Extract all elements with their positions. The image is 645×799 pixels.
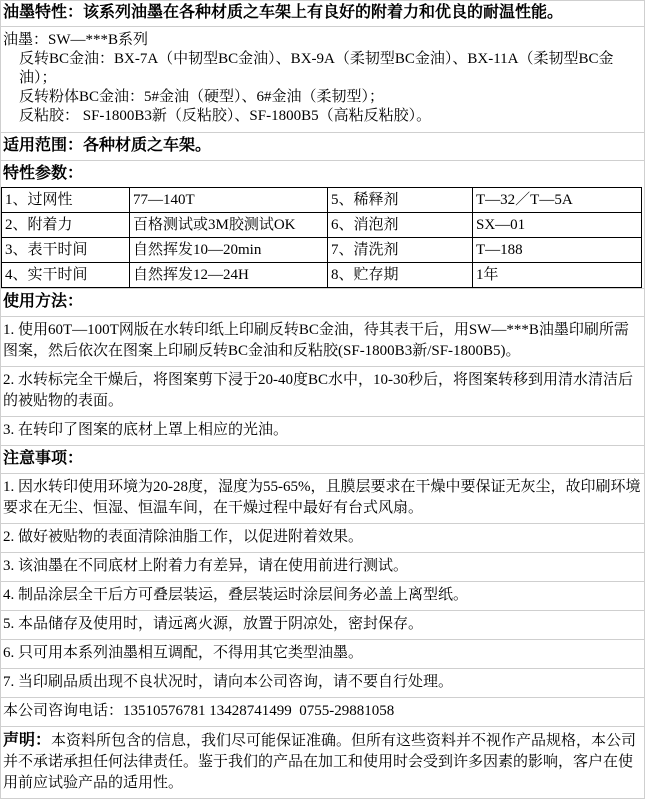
param-label: 1、过网性: [2, 188, 130, 213]
note-item: [1, 553, 644, 582]
param-label: 7、清洗剂: [328, 238, 473, 263]
section-contact: [1, 698, 644, 727]
param-label: 8、贮存期: [328, 263, 473, 288]
usage-step-text: 3. 在转印了图案的底材上罩上相应的光油。: [3, 422, 289, 438]
note-item: [1, 582, 644, 611]
disclaimer-text: 本资料所包含的信息，我们尽可能保证准确。但所有这些资料并不视作产品规格，本公司并不承诺承担任何法律责任。鉴于我们的产品在加工和使用时会受到许多因素的影响，客户在使用前应试验产品的适用性。: [3, 733, 637, 791]
section-ink-series: [1, 27, 644, 133]
note-item-text: 6. 只可用本系列油墨相互调配，不得用其它类型油墨。: [3, 645, 364, 661]
ink-bc-gold-line: 反转BC金油：BX-7A（中韧型BC金油）、BX-9A（柔韧型BC金油）、BX-11A（柔韧型BC金油）；: [19, 51, 614, 86]
ink-series-line: 油墨：SW—***B系列: [3, 32, 149, 48]
usage-step-text: 1. 使用60T—100T网版在水转印纸上印刷反转BC金油，待其表干后，用SW—***B油墨印刷所需图案，然后依次在图案上印刷反转BC金油和反粘胶(SF-1800B3新/SF-1800B5)。: [3, 322, 629, 359]
section-notes-heading: [1, 446, 644, 474]
param-value: 77—140T: [130, 188, 328, 213]
param-value: T—188: [473, 238, 642, 263]
param-value: 自然挥发10—20min: [130, 238, 328, 263]
notes-heading-text: 注意事项：: [3, 450, 84, 467]
param-label: 2、附着力: [2, 213, 130, 238]
param-value: T—32／T—5A: [473, 188, 642, 213]
param-label: 6、消泡剂: [328, 213, 473, 238]
param-label: 5、稀释剂: [328, 188, 473, 213]
table-row: [2, 213, 642, 238]
usage-step: [1, 367, 644, 417]
table-row: [2, 263, 642, 288]
note-item-text: 1. 因水转印使用环境为20-28度，湿度为55-65%，且膜层要求在干燥中要保证无灰尘，故印刷环境要求在无尘、恒湿、恒温车间，在干燥过程中最好有台式风扇。: [3, 479, 641, 516]
usage-step-text: 2. 水转标完全干燥后，将图案剪下浸于20-40度BC水中，10-30秒后，将图案转移到用清水清洁后的被贴物的表面。: [3, 372, 634, 409]
ink-adhesive-line: 反粘胶： SF-1800B3新（反粘胶）、SF-1800B5（高粘反粘胶）。: [19, 108, 432, 124]
parameters-heading: 特性参数：: [3, 165, 84, 182]
note-item: [1, 640, 644, 669]
table-row: [2, 238, 642, 263]
param-label: 3、表干时间: [2, 238, 130, 263]
param-label: 4、实干时间: [2, 263, 130, 288]
note-item: [1, 611, 644, 640]
note-item-text: 2. 做好被贴物的表面清除油脂工作，以促进附着效果。: [3, 529, 364, 545]
note-item: [1, 524, 644, 553]
section-parameters: [1, 161, 644, 289]
scope-text: 适用范围：各种材质之车架。: [3, 137, 212, 154]
section-ink-feature: [1, 1, 644, 27]
usage-step: [1, 317, 644, 367]
disclaimer-label: 声明：: [3, 732, 52, 749]
parameters-table: [1, 187, 642, 288]
ink-powder-bc-gold-line: 反转粉体BC金油：5#金油（硬型）、6#金油（柔韧型）；: [19, 89, 385, 105]
ink-feature-text: 油墨特性：该系列油墨在各种材质之车架上有良好的附着力和优良的耐温性能。: [3, 4, 564, 21]
note-item-text: 7. 当印刷品质出现不良状况时，请向本公司咨询，请不要自行处理。: [3, 674, 454, 690]
param-value: 1年: [473, 263, 642, 288]
note-item-text: 3. 该油墨在不同底材上附着力有差异，请在使用前进行测试。: [3, 558, 409, 574]
note-item-text: 5. 本品储存及使用时，请远离火源，放置于阴凉处，密封保存。: [3, 616, 424, 632]
note-item-text: 4. 制品涂层全干后方可叠层装运，叠层装运时涂层间务必盖上离型纸。: [3, 587, 469, 603]
param-value: 百格测试或3M胶测试OK: [130, 213, 328, 238]
note-item: [1, 669, 644, 698]
section-disclaimer: [1, 727, 644, 798]
section-scope: [1, 133, 644, 161]
usage-step: [1, 417, 644, 446]
section-usage-heading: [1, 289, 644, 317]
contact-phone-text: 本公司咨询电话：13510576781 13428741499 0755-29881058: [3, 703, 395, 719]
note-item: [1, 474, 644, 524]
param-value: 自然挥发12—24H: [130, 263, 328, 288]
usage-heading-text: 使用方法：: [3, 293, 84, 310]
param-value: SX—01: [473, 213, 642, 238]
table-row: [2, 188, 642, 213]
